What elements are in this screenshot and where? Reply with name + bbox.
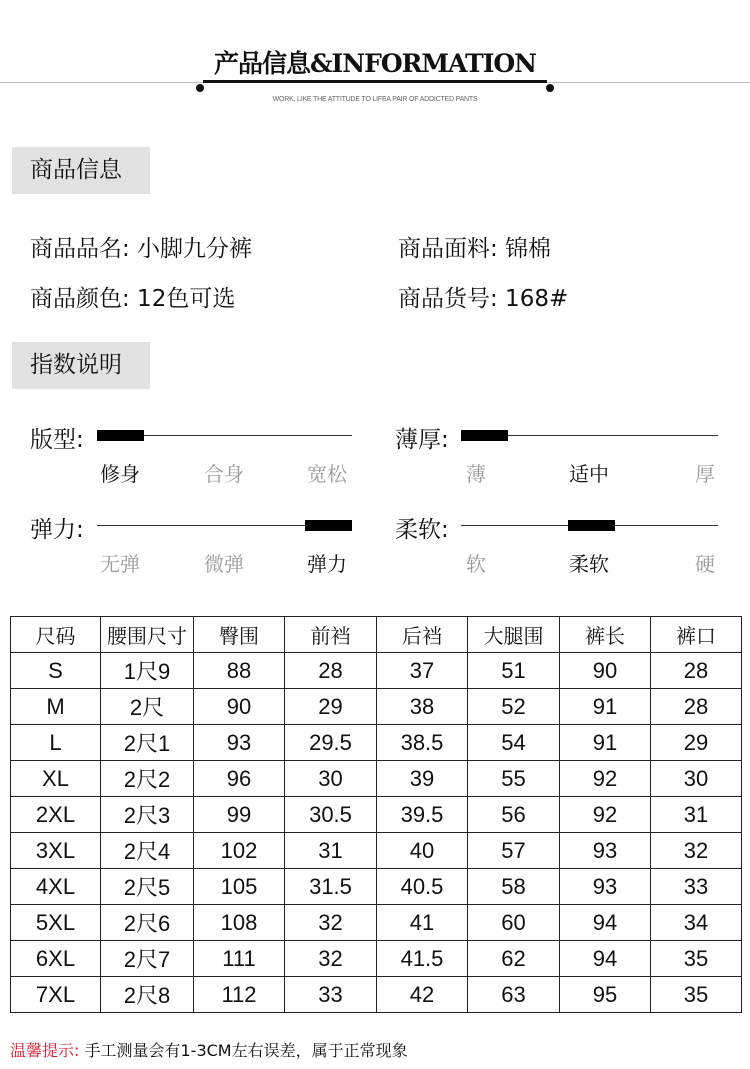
title-dot-left: [196, 84, 204, 92]
table-row: [11, 941, 742, 977]
table-cell: 32: [651, 833, 742, 869]
table-cell: 35: [651, 941, 742, 977]
tip-text: 手工测量会有1-3CM左右误差，属于正常现象: [84, 1041, 408, 1060]
table-cell: 63: [468, 977, 560, 1013]
elasticity-marker: [305, 520, 352, 531]
size-table-body: [11, 653, 742, 1013]
index-heading: 指数说明: [12, 342, 150, 389]
page-subtitle: WORK, LIKE THE ATTITUDE TO LIFEA PAIR OF ADDICTED PANTS: [272, 96, 478, 103]
table-cell: 38: [377, 689, 468, 725]
product-fabric: 商品面料: 锦棉: [398, 236, 552, 262]
table-cell: 91: [560, 689, 651, 725]
product-color: 商品颜色: 12色可选: [30, 286, 236, 312]
table-cell: 2尺4: [101, 833, 194, 869]
size-cell: L: [11, 725, 101, 761]
table-cell: 88: [194, 653, 285, 689]
table-cell: 112: [194, 977, 285, 1013]
table-cell: 62: [468, 941, 560, 977]
size-cell: 6XL: [11, 941, 101, 977]
table-cell: 32: [285, 941, 377, 977]
size-cell: 3XL: [11, 833, 101, 869]
title-underline: [203, 80, 547, 83]
fit-option-regular: 合身: [204, 462, 244, 486]
table-cell: 2尺7: [101, 941, 194, 977]
table-cell: 29: [651, 725, 742, 761]
table-cell: 30.5: [285, 797, 377, 833]
column-header: 臀围: [194, 617, 285, 653]
size-cell: 5XL: [11, 905, 101, 941]
fit-label: 版型:: [30, 427, 84, 453]
table-cell: 93: [560, 833, 651, 869]
product-info-heading: 商品信息: [12, 147, 150, 194]
tip-label: 温馨提示:: [10, 1041, 80, 1060]
tip-note: [10, 1038, 408, 1061]
table-cell: 40.5: [377, 869, 468, 905]
column-header: 腰围尺寸: [101, 617, 194, 653]
column-header: 后裆: [377, 617, 468, 653]
softness-option-soft: 软: [466, 552, 486, 576]
table-cell: 95: [560, 977, 651, 1013]
table-cell: 2尺2: [101, 761, 194, 797]
table-cell: 55: [468, 761, 560, 797]
table-cell: 90: [560, 653, 651, 689]
table-cell: 105: [194, 869, 285, 905]
table-cell: 60: [468, 905, 560, 941]
table-cell: 2尺5: [101, 869, 194, 905]
table-row: [11, 653, 742, 689]
table-cell: 41: [377, 905, 468, 941]
fit-option-loose: 宽松: [307, 462, 347, 486]
elasticity-label: 弹力:: [30, 517, 84, 543]
elasticity-option-none: 无弹: [100, 552, 140, 576]
table-cell: 58: [468, 869, 560, 905]
table-cell: 94: [560, 941, 651, 977]
elasticity-option-stretch: 弹力: [307, 552, 347, 576]
table-row: [11, 725, 742, 761]
table-cell: 31: [285, 833, 377, 869]
size-cell: XL: [11, 761, 101, 797]
table-cell: 41.5: [377, 941, 468, 977]
table-cell: 34: [651, 905, 742, 941]
table-cell: 93: [560, 869, 651, 905]
fit-option-slim: 修身: [100, 462, 140, 486]
table-header-row: [11, 617, 742, 653]
thickness-label: 薄厚:: [395, 427, 449, 453]
table-cell: 40: [377, 833, 468, 869]
table-cell: 54: [468, 725, 560, 761]
table-cell: 2尺1: [101, 725, 194, 761]
table-cell: 31.5: [285, 869, 377, 905]
table-cell: 33: [285, 977, 377, 1013]
table-cell: 31: [651, 797, 742, 833]
softness-option-hard: 硬: [695, 552, 715, 576]
table-cell: 28: [285, 653, 377, 689]
product-name: 商品品名: 小脚九分裤: [30, 236, 253, 262]
size-cell: M: [11, 689, 101, 725]
softness-marker: [568, 520, 615, 531]
table-cell: 99: [194, 797, 285, 833]
table-cell: 93: [194, 725, 285, 761]
size-cell: 4XL: [11, 869, 101, 905]
table-cell: 38.5: [377, 725, 468, 761]
size-cell: 7XL: [11, 977, 101, 1013]
table-cell: 29: [285, 689, 377, 725]
table-cell: 2尺3: [101, 797, 194, 833]
title-dot-right: [546, 84, 554, 92]
table-cell: 2尺8: [101, 977, 194, 1013]
table-cell: 91: [560, 725, 651, 761]
table-cell: 111: [194, 941, 285, 977]
table-cell: 92: [560, 761, 651, 797]
table-cell: 42: [377, 977, 468, 1013]
table-cell: 33: [651, 869, 742, 905]
table-cell: 30: [285, 761, 377, 797]
size-table: [10, 616, 742, 1013]
column-header: 裤长: [560, 617, 651, 653]
table-cell: 52: [468, 689, 560, 725]
table-row: [11, 761, 742, 797]
table-cell: 2尺6: [101, 905, 194, 941]
table-cell: 1尺9: [101, 653, 194, 689]
table-cell: 56: [468, 797, 560, 833]
table-cell: 39.5: [377, 797, 468, 833]
page-title: 产品信息&INFORMATION: [213, 49, 537, 78]
thickness-marker: [461, 430, 508, 441]
table-cell: 90: [194, 689, 285, 725]
product-code: 商品货号: 168#: [398, 286, 569, 312]
table-cell: 28: [651, 653, 742, 689]
table-row: [11, 797, 742, 833]
table-cell: 37: [377, 653, 468, 689]
size-cell: S: [11, 653, 101, 689]
thickness-option-medium: 适中: [569, 462, 609, 486]
softness-label: 柔软:: [395, 517, 449, 543]
elasticity-option-slight: 微弹: [204, 552, 244, 576]
thickness-option-thin: 薄: [466, 462, 486, 486]
table-cell: 51: [468, 653, 560, 689]
table-cell: 94: [560, 905, 651, 941]
fit-marker: [97, 430, 144, 441]
table-cell: 57: [468, 833, 560, 869]
softness-option-medium-soft: 柔软: [569, 552, 609, 576]
column-header: 前裆: [285, 617, 377, 653]
table-cell: 39: [377, 761, 468, 797]
size-cell: 2XL: [11, 797, 101, 833]
table-cell: 35: [651, 977, 742, 1013]
table-cell: 32: [285, 905, 377, 941]
table-cell: 28: [651, 689, 742, 725]
table-row: [11, 689, 742, 725]
column-header: 裤口: [651, 617, 742, 653]
table-cell: 108: [194, 905, 285, 941]
table-cell: 30: [651, 761, 742, 797]
table-row: [11, 905, 742, 941]
column-header: 大腿围: [468, 617, 560, 653]
table-cell: 96: [194, 761, 285, 797]
table-cell: 102: [194, 833, 285, 869]
table-cell: 92: [560, 797, 651, 833]
table-row: [11, 869, 742, 905]
table-row: [11, 833, 742, 869]
thickness-option-thick: 厚: [695, 462, 715, 486]
table-row: [11, 977, 742, 1013]
table-cell: 2尺: [101, 689, 194, 725]
table-cell: 29.5: [285, 725, 377, 761]
column-header: 尺码: [11, 617, 101, 653]
